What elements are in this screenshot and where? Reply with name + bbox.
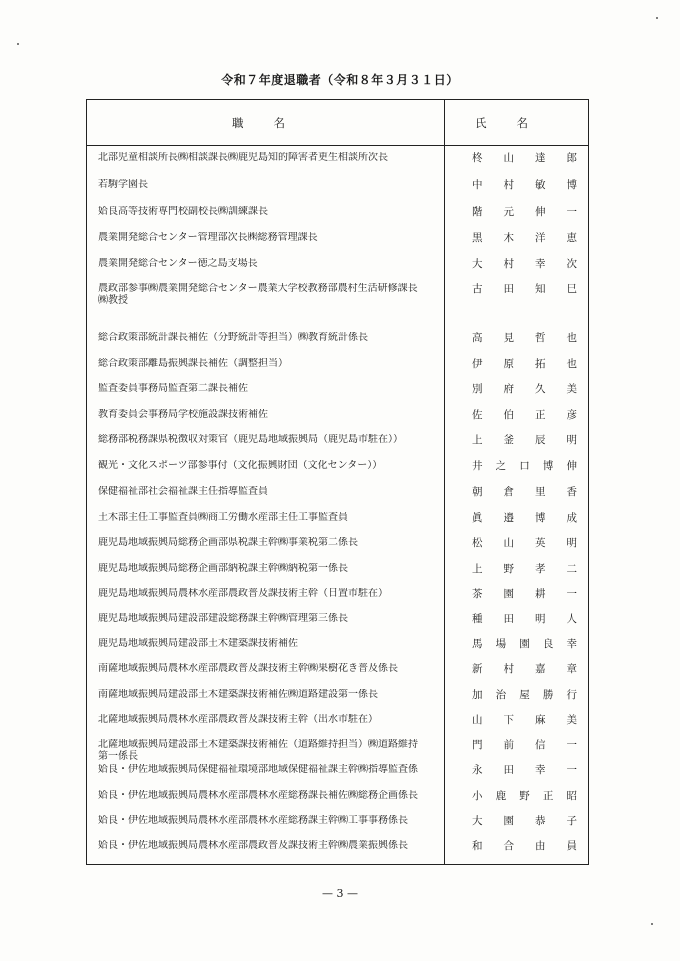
table-row bbox=[87, 332, 590, 356]
page-number: — 3 — bbox=[322, 887, 358, 900]
row-post-line: 姶良高等技術専門校副校長㈱訓練課長 bbox=[98, 206, 268, 217]
table-row bbox=[87, 815, 590, 839]
table-row bbox=[87, 689, 590, 713]
retirees-table bbox=[86, 99, 589, 865]
row-name: 大村幸次 bbox=[472, 258, 577, 270]
row-name: 種田明人 bbox=[472, 613, 577, 625]
row-name: 馬場園良幸 bbox=[472, 638, 577, 650]
header-name: 氏名 bbox=[475, 116, 558, 130]
header-post: 職名 bbox=[232, 116, 315, 130]
row-post bbox=[98, 764, 441, 776]
row-name: 和合由員 bbox=[472, 840, 577, 852]
row-post bbox=[98, 815, 441, 827]
table-row bbox=[87, 764, 590, 788]
row-post-line: 監査委員事務局監査第二課長補佐 bbox=[98, 383, 248, 394]
row-name: 茶園耕一 bbox=[472, 588, 577, 600]
table-row bbox=[87, 588, 590, 612]
row-post bbox=[98, 258, 441, 270]
row-post-line: 鹿児島地域振興局建設部建設総務課主幹㈱管理第三係長 bbox=[98, 613, 348, 624]
table-row bbox=[87, 179, 590, 203]
row-post-line: 総務部税務課県税徴収対策官（鹿児島地域振興局（鹿児島市駐在）） bbox=[98, 434, 403, 445]
row-post-line: 姶良・伊佐地域振興局農林水産部農政普及課技術主幹㈱農業振興係長 bbox=[98, 840, 408, 851]
table-row bbox=[87, 840, 590, 864]
row-post bbox=[98, 283, 441, 307]
table-row bbox=[87, 206, 590, 230]
row-post-line: 鹿児島地域振興局総務企画部県税課主幹㈱事業税第二係長 bbox=[98, 537, 358, 548]
row-name: 大園恭子 bbox=[472, 815, 577, 827]
row-post-line: 総合政策部統計課長補佐（分野統計等担当）㈱教育統計係長 bbox=[98, 332, 368, 343]
row-name: 小鹿野正昭 bbox=[472, 790, 577, 802]
row-post bbox=[98, 486, 441, 498]
table-row bbox=[87, 638, 590, 662]
row-post-line: 北部児童相談所長㈱相談課長㈱鹿児島知的障害者更生相談所次長 bbox=[98, 152, 388, 163]
row-name: 加治屋勝行 bbox=[472, 689, 577, 701]
row-post-line: 農業開発総合センター徳之島支場長 bbox=[98, 258, 258, 269]
table-row bbox=[87, 486, 590, 510]
table-row bbox=[87, 383, 590, 407]
row-name: 高見哲也 bbox=[472, 332, 577, 344]
row-post bbox=[98, 840, 441, 852]
table-row bbox=[87, 512, 590, 536]
row-name: 伊原拓也 bbox=[472, 358, 577, 370]
scan-speck bbox=[17, 43, 19, 45]
row-post-line: 若駒学園長 bbox=[98, 179, 148, 190]
row-name: 上野孝二 bbox=[472, 563, 577, 575]
table-row bbox=[87, 152, 590, 176]
row-post bbox=[98, 663, 441, 675]
scan-speck bbox=[651, 923, 653, 925]
row-post bbox=[98, 739, 441, 763]
table-row bbox=[87, 283, 590, 307]
row-post bbox=[98, 537, 441, 549]
row-post bbox=[98, 588, 441, 600]
table-row bbox=[87, 663, 590, 687]
row-post-line: 第一係長 bbox=[98, 751, 138, 762]
row-post-line: 鹿児島地域振興局総務企画部納税課主幹㈱納税第一係長 bbox=[98, 563, 348, 574]
row-post bbox=[98, 460, 441, 472]
table-row bbox=[87, 739, 590, 763]
row-post bbox=[98, 179, 441, 191]
table-row bbox=[87, 714, 590, 738]
row-name: 井之口博伸 bbox=[472, 460, 577, 472]
row-name: 佐伯正彦 bbox=[472, 409, 577, 421]
row-name: 山下麻美 bbox=[472, 714, 577, 726]
row-post bbox=[98, 638, 441, 650]
scan-speck bbox=[656, 17, 658, 19]
row-name: 眞邉博成 bbox=[472, 512, 577, 524]
row-name: 別府久美 bbox=[472, 383, 577, 395]
table-row bbox=[87, 434, 590, 458]
row-post bbox=[98, 232, 441, 244]
table-row bbox=[87, 258, 590, 282]
row-name: 古田知巳 bbox=[472, 283, 577, 295]
row-post bbox=[98, 358, 441, 370]
row-post-line: 総合政策部離島振興課長補佐（調整担当） bbox=[98, 358, 288, 369]
table-row bbox=[87, 537, 590, 561]
row-post-line: 姶良・伊佐地域振興局農林水産部農林水産総務課主幹㈱工事事務係長 bbox=[98, 815, 408, 826]
row-post bbox=[98, 409, 441, 421]
row-post-line: 北薩地域振興局農林水産部農政普及課技術主幹（出水市駐在） bbox=[98, 714, 378, 725]
row-name: 門前信一 bbox=[472, 739, 577, 751]
row-name: 柊山達郎 bbox=[472, 152, 577, 164]
row-post-line: 鹿児島地域振興局農林水産部農政普及課技術主幹（日置市駐在） bbox=[98, 588, 388, 599]
row-post bbox=[98, 152, 441, 164]
row-post bbox=[98, 613, 441, 625]
table-row bbox=[87, 460, 590, 484]
row-name: 上釜辰明 bbox=[472, 434, 577, 446]
row-post-line: 農政部参事㈱農業開発総合センター農業大学校教務部農村生活研修課長 bbox=[98, 283, 418, 294]
table-row bbox=[87, 232, 590, 256]
header-divider bbox=[87, 145, 588, 146]
row-post bbox=[98, 332, 441, 344]
row-post bbox=[98, 689, 441, 701]
table-row bbox=[87, 613, 590, 637]
table-row bbox=[87, 409, 590, 433]
row-post-line: ㈱教授 bbox=[98, 295, 128, 306]
row-post bbox=[98, 790, 441, 802]
row-post-line: 農業開発総合センター管理部次長㈱総務管理課長 bbox=[98, 232, 318, 243]
row-name: 永田幸一 bbox=[472, 764, 577, 776]
page-title: 令和７年度退職者（令和８年３月３１日） bbox=[221, 73, 459, 87]
row-post-line: 鹿児島地域振興局建設部土木建築課技術補佐 bbox=[98, 638, 298, 649]
row-post-line: 南薩地域振興局建設部土木建築課技術補佐㈱道路建設第一係長 bbox=[98, 689, 378, 700]
row-post-line: 北薩地域振興局建設部土木建築課技術補佐（道路維持担当）㈱道路維持 bbox=[98, 739, 418, 750]
row-post bbox=[98, 512, 441, 524]
row-post bbox=[98, 383, 441, 395]
row-name: 階元伸一 bbox=[472, 206, 577, 218]
row-post-line: 保健福祉部社会福祉課主任指導監査員 bbox=[98, 486, 268, 497]
row-name: 中村敏博 bbox=[472, 179, 577, 191]
row-post bbox=[98, 563, 441, 575]
table-row bbox=[87, 790, 590, 814]
table-row bbox=[87, 358, 590, 382]
row-name: 松山英明 bbox=[472, 537, 577, 549]
row-name: 新村嘉章 bbox=[472, 663, 577, 675]
table-row bbox=[87, 563, 590, 587]
row-name: 黒木洋恵 bbox=[472, 232, 577, 244]
row-name: 朝倉里香 bbox=[472, 486, 577, 498]
row-post-line: 南薩地域振興局農林水産部農政普及課技術主幹㈱果樹花き普及係長 bbox=[98, 663, 398, 674]
row-post-line: 姶良・伊佐地域振興局農林水産部農林水産総務課長補佐㈱総務企画係長 bbox=[98, 790, 418, 801]
row-post-line: 教育委員会事務局学校施設課技術補佐 bbox=[98, 409, 268, 420]
row-post bbox=[98, 434, 441, 446]
row-post-line: 観光・文化スポーツ部参事付（文化振興財団（文化センター）） bbox=[98, 460, 383, 471]
row-post-line: 姶良・伊佐地域振興局保健福祉環境部地域保健福祉課主幹㈱指導監査係 bbox=[98, 764, 418, 775]
row-post bbox=[98, 206, 441, 218]
row-post-line: 土木部主任工事監査員㈱商工労働水産部主任工事監査員 bbox=[98, 512, 348, 523]
row-post bbox=[98, 714, 441, 726]
